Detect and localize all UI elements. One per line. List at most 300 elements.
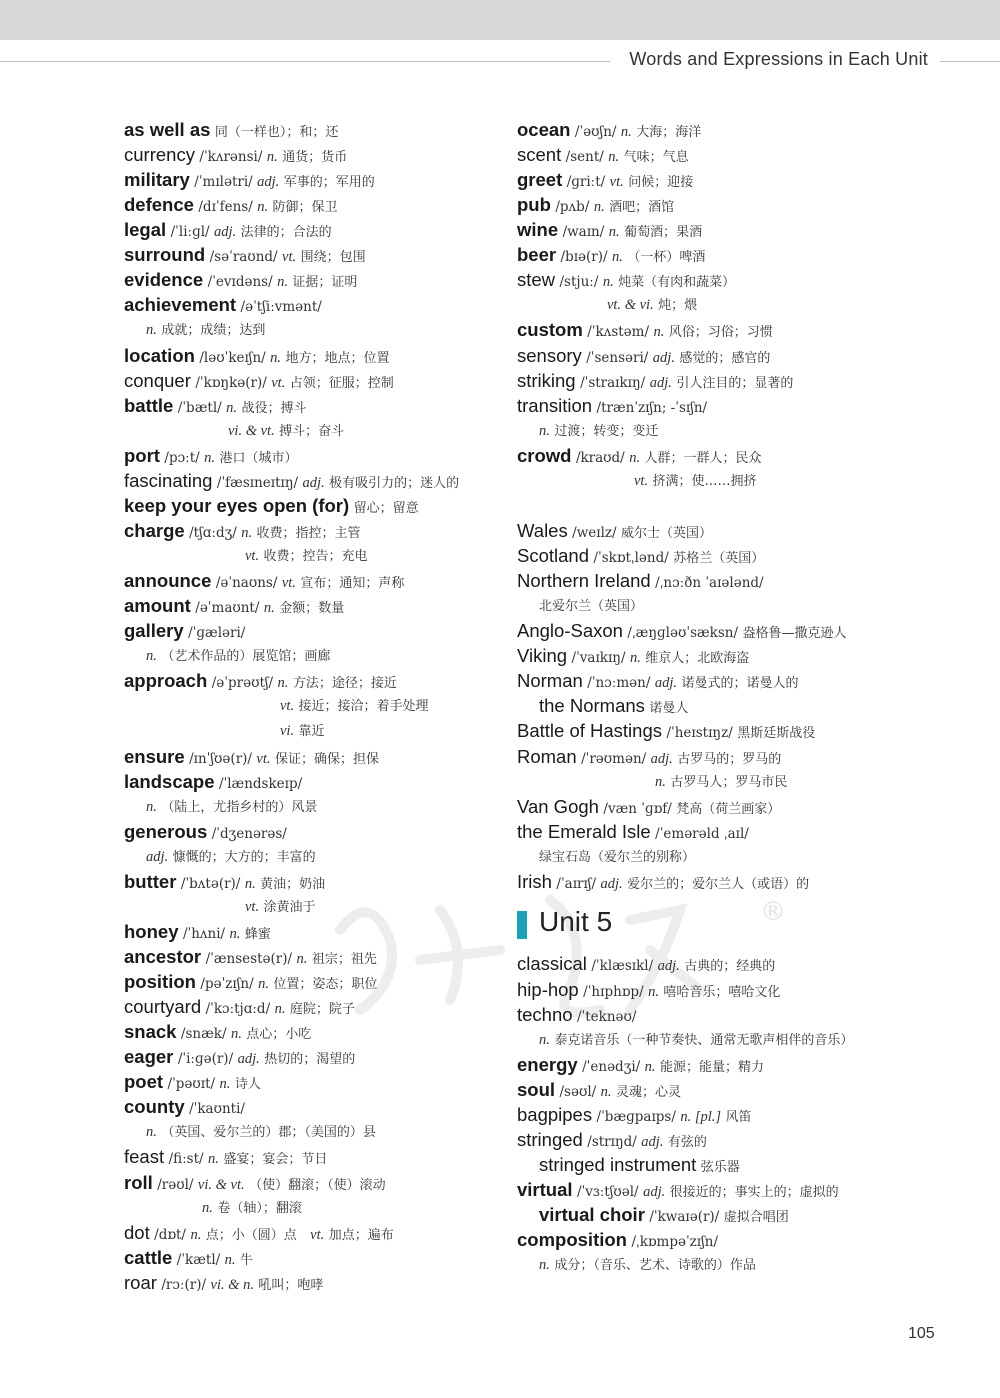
vocab-entry [517,872,809,892]
vocab-entry [124,621,245,641]
vocab-entry [517,797,780,817]
part-of-speech: n. [224,1251,236,1268]
definition: 问候；迎接 [628,175,694,191]
part-of-speech: n. [258,976,269,993]
definition: 有弦的 [667,1134,707,1150]
entry-continuation [607,295,697,315]
phonetic: /ləʊˈkeɪʃn/ [199,349,266,366]
phonetic: /rəʊl/ [157,1176,194,1193]
entry-continuation [202,1198,302,1218]
entry-continuation [146,1122,376,1142]
vocab-entry [124,1072,261,1092]
part-of-speech: n. [202,1199,213,1216]
part-of-speech: vt. [271,374,286,391]
phonetic: /ˈmɪlətri/ [194,174,253,191]
headword: Norman [517,670,583,692]
part-of-speech: n. [539,1031,550,1048]
vocab-entry [124,471,459,491]
part-of-speech: n. [296,950,308,967]
vocab-entry [517,822,749,842]
phonetic: /tʃɑːdʒ/ [189,524,237,541]
phonetic: /ˈkʌrənsi/ [199,149,263,166]
headword: generous [124,820,208,842]
headword: techno [517,1003,573,1025]
part-of-speech: adj. [652,349,675,366]
phonetic: /ˈkwaɪə(r)/ [649,1209,720,1226]
definition: 成分；（音乐、艺术、诗歌的）作品 [554,1258,756,1274]
definition: 盎格鲁—撒克逊人 [742,626,847,642]
part-of-speech: vi. & vt. [197,1176,245,1193]
phonetic: /dɒt/ [154,1226,186,1243]
definition: 成就；成绩；达到 [161,323,266,339]
definition: 牛 [239,1252,253,1268]
vocab-entry [124,1022,311,1042]
vocab-entry [517,646,749,666]
phonetic: /ˈbʌtə(r)/ [180,875,241,892]
definition: 宣布；通知；声称 [300,576,405,592]
phonetic: /væn ˈɡɒf/ [603,800,672,817]
vocab-entry [517,1180,839,1200]
phonetic: /snæk/ [180,1026,227,1043]
definition: 威尔士（英国） [621,525,713,541]
headword: custom [517,319,583,341]
part-of-speech: adj. [600,875,623,892]
phonetic: /ˈenədʒi/ [582,1058,641,1075]
headword: ocean [517,119,571,140]
phonetic: /ˌkɒmpəˈzɪʃn/ [631,1234,719,1251]
phonetic: /pʌb/ [555,199,590,216]
vocab-entry [539,1205,789,1225]
part-of-speech: n. [219,1076,231,1093]
definition: 地方；地点；位置 [285,350,390,366]
vocab-entry [517,954,775,974]
definition: 通货；货币 [282,150,348,166]
entry-continuation [146,646,330,666]
definition: 证据；证明 [292,275,358,291]
definition: 风笛 [725,1109,752,1125]
headword: greet [517,169,563,191]
definition: 占领；征服；控制 [289,375,394,391]
part-of-speech: vt. [245,898,260,915]
part-of-speech: n. [539,422,550,439]
definition: 古典的；经典的 [684,959,776,975]
vocab-entry [124,120,338,140]
entry-continuation [539,421,658,441]
definition: 灵魂；心灵 [615,1084,681,1100]
part-of-speech: n. [244,875,256,892]
phonetic: /dɪˈfens/ [198,199,253,216]
part-of-speech: adj. [257,174,280,191]
phonetic: /ˈlændskeɪp/ [218,775,303,792]
phonetic: /ˈheɪstɪŋz/ [666,725,733,742]
vocab-entry [517,270,735,290]
unit-heading-accent-bar [517,911,527,939]
headword: Anglo-Saxon [517,620,623,642]
definition: 弦乐器 [700,1159,740,1175]
definition: 搏斗；奋斗 [279,423,345,439]
headword: sensory [517,344,582,366]
phonetic: /ˈkaʊnti/ [189,1101,245,1118]
part-of-speech: n. [277,274,288,291]
phonetic: /səˈraʊnd/ [209,249,278,266]
headword: gallery [124,620,184,642]
phonetic: /ˌnɔːðn ˈaɪələnd/ [655,575,764,592]
part-of-speech: vt. [310,1226,325,1243]
part-of-speech: n. [648,983,659,1000]
headword: fascinating [124,469,213,491]
definition: 保证；确保；担保 [274,751,379,767]
definition: 位置；姿态；职位 [273,977,378,993]
phonetic: /ˈpəʊɪt/ [167,1076,216,1093]
part-of-speech: n. [208,1151,219,1168]
phonetic: /ɪnˈʃʊə(r)/ [189,750,252,767]
vocab-entry [539,1155,740,1175]
entry-continuation [539,1255,756,1275]
vocab-entry [517,747,781,767]
part-of-speech: n. [608,149,620,166]
vocab-entry [124,571,404,591]
part-of-speech: n. [620,124,632,140]
definition: 法律的；合法的 [240,225,332,241]
headword: Northern Ireland [517,570,651,592]
part-of-speech: n. [266,149,278,166]
vocab-entry [517,521,712,541]
definition: 接近；接洽；着手处理 [298,699,429,715]
vocab-entry [539,696,688,716]
phonetic: /əˈtʃiːvmənt/ [240,299,322,316]
phonetic: /ˈvaɪkɪŋ/ [571,650,626,667]
headword: announce [124,570,212,592]
headword: the Emerald Isle [517,820,651,842]
headword: scent [517,144,562,166]
headword: hip-hop [517,978,579,1000]
headword: bagpipes [517,1103,593,1125]
part-of-speech: n. [600,1083,612,1100]
vocab-entry [124,195,338,215]
entry-continuation [634,471,757,491]
vocab-entry [517,980,780,1000]
headword: approach [124,670,208,692]
vocab-entry [517,546,764,566]
vocab-entry [124,446,298,466]
headword: achievement [124,294,237,316]
headword: Viking [517,645,568,667]
definition: 诗人 [234,1077,261,1093]
vocab-entry [517,371,793,391]
vocab-entry [517,145,689,165]
entry-continuation [539,1030,853,1050]
headword: stringed [517,1128,583,1150]
headword: conquer [124,369,191,391]
vocab-entry [517,621,847,641]
part-of-speech: n. [190,1226,202,1243]
definition: 围绕；包围 [300,250,366,266]
headword: feast [124,1146,165,1168]
entry-continuation [539,847,695,867]
vocab-entry [517,1055,764,1075]
part-of-speech: n. [608,224,620,241]
definition: 盛宴；宴会；节日 [223,1152,328,1168]
definition: 泰克诺音乐（一种节奏快、通常无歌声相伴的音乐） [554,1032,854,1048]
part-of-speech: vt. [609,174,624,191]
definition: （一杯）啤酒 [627,250,706,266]
definition: 方法；途径；接近 [292,676,397,692]
phonetic: /ˈəʊʃn/ [574,124,617,140]
part-of-speech: adj. [654,675,677,692]
headword: butter [124,870,177,892]
vocab-entry [124,245,366,265]
definition: 祖宗；祖先 [311,951,377,967]
part-of-speech: n. [146,1124,157,1141]
vocab-entry [517,1230,718,1250]
definition: 金额；数量 [279,601,345,617]
part-of-speech: n. [629,449,641,466]
headword: stew [517,269,556,291]
definition: 引人注目的；显著的 [676,375,794,391]
part-of-speech: vt. [256,750,271,767]
vocab-entry [124,822,287,842]
phonetic: /ˈkɔːtjɑːd/ [205,1001,271,1018]
phonetic: /ˈbæɡpaɪps/ [596,1108,676,1125]
headword: transition [517,394,593,416]
part-of-speech: vt. & vi. [607,297,654,314]
definition: 爱尔兰的；爱尔兰人（或语）的 [627,876,810,892]
vocab-entry [517,721,815,741]
part-of-speech: adj. [643,1184,666,1201]
part-of-speech: vi. & vt. [228,422,275,439]
vocab-entry [124,496,419,516]
headword: Scotland [517,545,589,567]
vocab-entry [124,997,355,1017]
headword: roll [124,1171,153,1193]
vocab-entry [124,1248,253,1268]
phonetic: /ɡriːt/ [566,174,606,191]
headword: keep your eyes open (for) [124,494,350,516]
phonetic: /ˈkætl/ [176,1251,221,1268]
vocab-entry [517,1005,636,1025]
phonetic: /fiːst/ [168,1151,204,1168]
headword: military [124,169,190,191]
definition: 能源；能量；精力 [659,1059,764,1075]
headword: as well as [124,119,211,140]
headword: Roman [517,745,577,767]
headword: surround [124,244,206,266]
entry-continuation [245,897,316,917]
vocab-entry [517,671,798,691]
definition: 人群；一群人；民众 [644,450,762,466]
definition: 点心；小吃 [246,1027,312,1043]
vocab-entry [124,596,344,616]
vocab-entry [517,170,693,190]
part-of-speech: n. [655,773,666,790]
definition: 涂黄油于 [263,899,316,915]
headword: soul [517,1078,556,1100]
definition: 风俗；习俗；习惯 [668,325,773,341]
phonetic: /trænˈzɪʃn; -ˈsɪʃn/ [596,399,708,416]
definition: 气味；气息 [623,150,689,166]
part-of-speech: n. [539,1257,550,1274]
definition: 靠近 [298,724,325,740]
phonetic: /ˈhʌni/ [182,925,226,942]
definition: 虚拟合唱团 [723,1210,789,1226]
vocab-entry [517,245,705,265]
headword: port [124,444,160,466]
vocab-entry [517,220,702,240]
part-of-speech: adj. [214,224,237,241]
definition: 炖菜（有肉和蔬菜） [618,275,736,291]
phonetic: /əˈmaʊnt/ [195,600,260,617]
part-of-speech: n. [629,650,641,667]
headword: Wales [517,519,568,541]
phonetic: /ˈklæsɪkl/ [591,958,654,975]
phonetic: /əˈprəʊtʃ/ [211,675,274,692]
watermark-registered-mark: ® [760,897,786,927]
vocab-entry [517,320,773,340]
vocab-entry [517,1080,681,1100]
vocab-entry [124,145,347,165]
vocab-entry [517,571,764,591]
vocab-entry [124,270,357,290]
header-title: Words and Expressions in Each Unit [629,49,928,69]
part-of-speech: n. [146,798,157,815]
phonetic: /ˈhɪphɒp/ [583,983,644,1000]
phonetic: /stjuː/ [559,274,599,291]
phonetic: /ˈliːɡl/ [170,224,210,241]
unit-title: Unit 5 [539,906,613,938]
part-of-speech: n. [274,1001,286,1018]
part-of-speech: vt. [634,472,649,489]
part-of-speech: n. [644,1058,656,1075]
part-of-speech: vt. [280,698,295,715]
definition: 古罗马人；罗马市民 [670,774,788,790]
part-of-speech: adj. [302,474,325,491]
vocab-entry [517,1130,707,1150]
part-of-speech: vt. [281,575,296,592]
definition: 卷（轴）；翻滚 [217,1200,302,1216]
part-of-speech: n. [229,925,241,942]
headword: county [124,1096,185,1118]
vocab-entry [124,1147,327,1167]
vocab-entry [124,747,379,767]
definition: 慷慨的；大方的；丰富的 [172,849,316,865]
vocab-entry [517,195,674,215]
vocab-entry [517,1105,752,1125]
definition: （使）翻滚；（使）滚动 [249,1177,386,1193]
phonetic: /sent/ [565,149,604,166]
part-of-speech: adj. [649,374,672,391]
definition: 点；小（圆）点 [205,1227,297,1243]
phonetic: /bɪə(r)/ [560,249,608,266]
headword: position [124,971,196,993]
definition: 诺曼人 [649,701,689,717]
definition: 收费；控告；充电 [263,549,368,565]
headword: snack [124,1021,177,1043]
headword: ensure [124,745,185,767]
definition: 葡萄酒；果酒 [624,225,703,241]
definition: （英国、爱尔兰的）郡；（美国的）县 [161,1125,376,1141]
vocab-entry [124,1097,245,1117]
definition: 港口（城市） [219,450,298,466]
part-of-speech: adj. [657,958,680,975]
vocab-entry [124,371,394,391]
definition: （艺术作品的）展览馆；画廊 [161,649,331,665]
headword: currency [124,144,195,166]
entry-continuation [146,320,265,340]
phonetic: /ˈemərəld ˌaɪl/ [655,825,749,842]
phonetic: /ˈsensəri/ [586,349,649,366]
part-of-speech: adj. [641,1133,664,1150]
part-of-speech: n. [593,199,605,216]
definition: 防御；保卫 [272,200,338,216]
headword: poet [124,1071,164,1093]
phonetic: /rɔː(r)/ [161,1276,207,1293]
definition: 加点；遍布 [328,1227,394,1243]
phonetic: /ˈstraɪkɪŋ/ [580,374,646,391]
definition: 维京人；北欧海盗 [645,651,750,667]
phonetic: /pəˈzɪʃn/ [200,976,254,993]
definition: 战役；搏斗 [241,400,307,416]
phonetic: /ˈɡæləri/ [188,625,246,642]
part-of-speech: vt. [245,548,260,565]
vocab-entry [517,396,707,416]
headword: wine [517,219,559,241]
headword: dot [124,1221,150,1243]
part-of-speech: n. [270,349,282,366]
part-of-speech: adj. [650,750,673,767]
part-of-speech: vi. & n. [210,1276,254,1293]
phonetic: /səʊl/ [559,1083,597,1100]
headword: crowd [517,444,572,466]
headword: charge [124,519,185,541]
definition: 黑斯廷斯战役 [737,726,816,742]
entry-continuation [146,797,317,817]
definition: 苏格兰（英国） [673,551,765,567]
vocab-entry [517,446,762,466]
definition: 收费；指控；主管 [256,525,361,541]
header-rule-left [0,61,610,62]
headword: classical [517,953,587,975]
part-of-speech: n. [230,1026,242,1043]
part-of-speech: n. [257,199,269,216]
definition: 军事的；军用的 [283,175,375,191]
definition: 挤满；使……拥挤 [652,473,757,489]
phonetic: /ˈiːɡə(r)/ [177,1051,234,1068]
phonetic: /ˈrəʊmən/ [581,750,647,767]
definition: 感觉的；感官的 [679,350,771,366]
definition: 很接近的；事实上的；虚拟的 [669,1185,839,1201]
part-of-speech: n. [146,648,157,665]
top-band [0,0,1000,40]
headword: battle [124,394,174,416]
entry-continuation [280,721,325,741]
vocab-entry [124,772,302,792]
phonetic: /ˈaɪrɪʃ/ [556,875,597,892]
vocab-entry [124,295,322,315]
phonetic: /ˈskɒtˌlənd/ [593,550,669,567]
phonetic: /ˈevɪdəns/ [207,274,273,291]
entry-continuation [280,696,429,716]
vocab-entry [124,1173,386,1193]
headword: virtual choir [539,1204,645,1226]
entry-continuation [245,546,368,566]
headword: Van Gogh [517,795,599,817]
definition: 嘻哈音乐；嘻哈文化 [663,984,781,1000]
phonetic: /ˈnɔːmən/ [587,675,651,692]
phonetic: /weɪlz/ [572,524,617,541]
headword: eager [124,1046,174,1068]
phonetic: /waɪn/ [562,224,605,241]
headword: Irish [517,870,552,892]
